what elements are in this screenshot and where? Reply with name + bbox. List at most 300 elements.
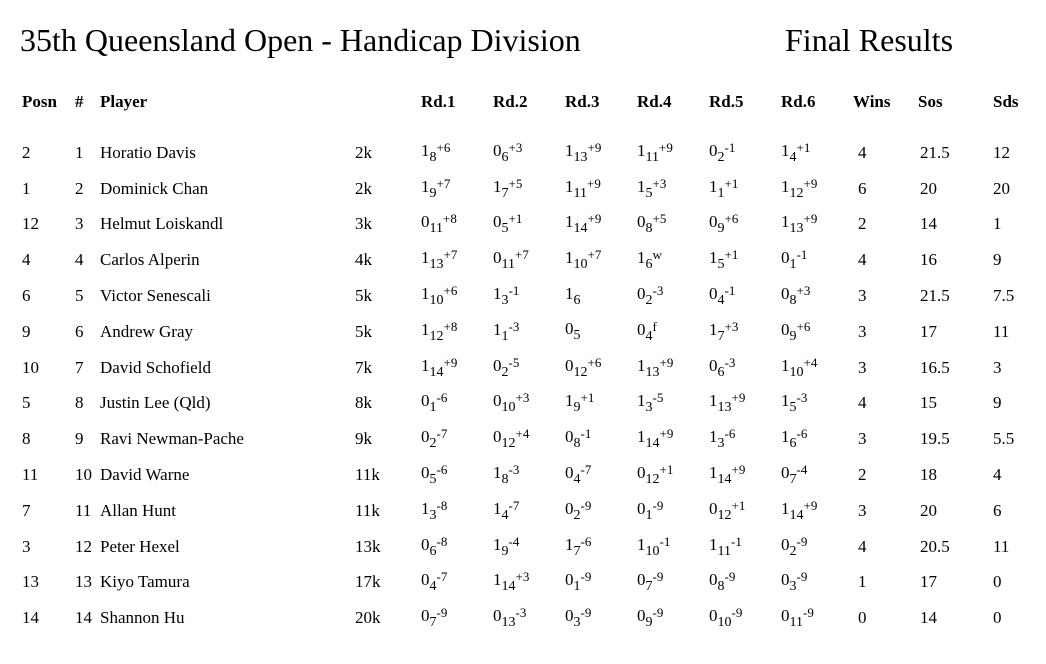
round-result-cell	[781, 176, 853, 202]
round-opponent-number: 13	[573, 149, 588, 165]
round-result-main: 1	[565, 534, 574, 554]
round-handicap-adjustment: +7	[514, 247, 529, 263]
round-handicap-adjustment: +7	[443, 247, 458, 263]
round-result-main: 0	[493, 391, 502, 411]
round-opponent-number: 8	[789, 293, 797, 309]
player-rank-cell: 5k	[355, 321, 372, 341]
round-result-main: 0	[781, 570, 790, 590]
round-handicap-adjustment: +9	[443, 354, 458, 370]
player-number-cell: 9	[75, 429, 84, 449]
round-opponent-number: 10	[429, 293, 444, 309]
round-opponent-number: 9	[573, 400, 581, 416]
round-opponent-number: 5	[501, 221, 509, 237]
round-handicap-adjustment: +3	[652, 175, 667, 191]
round-result-main: 1	[421, 355, 430, 375]
round-result-main: 1	[421, 140, 430, 160]
round-result-cell	[709, 605, 781, 631]
round-result-cell	[709, 247, 781, 273]
table-row	[0, 386, 1046, 422]
round-handicap-adjustment: +1	[724, 175, 739, 191]
round-result-main: 0	[421, 570, 430, 590]
title-bar	[0, 22, 1046, 64]
sds-cell: 7.5	[993, 286, 1015, 306]
position-cell: 4	[22, 250, 31, 270]
round-result-main: 0	[421, 427, 430, 447]
position-cell: 3	[22, 536, 31, 556]
round-handicap-adjustment: -9	[796, 569, 808, 585]
round-opponent-number: 2	[501, 364, 509, 380]
round-result-cell	[493, 426, 565, 452]
round-opponent-number: 6	[717, 364, 725, 380]
round-opponent-number: 14	[429, 364, 444, 380]
round-handicap-adjustment: -3	[515, 605, 527, 621]
round-result-cell	[565, 605, 637, 631]
round-handicap-adjustment: -8	[436, 533, 448, 549]
round-handicap-adjustment: -9	[580, 605, 592, 621]
round-result-main: 1	[709, 427, 718, 447]
round-result-main: 1	[493, 284, 502, 304]
round-opponent-number: 11	[573, 185, 587, 201]
round-opponent-number: 6	[573, 292, 581, 308]
round-result-cell	[493, 247, 565, 273]
table-row	[0, 565, 1046, 601]
player-name-cell: Helmut Loiskandl	[100, 214, 224, 234]
sos-cell: 20	[920, 500, 937, 520]
round-handicap-adjustment: +9	[587, 211, 602, 227]
round-handicap-adjustment: -1	[724, 139, 736, 155]
player-rank-cell: 3k	[355, 214, 372, 234]
round-result-main: 0	[493, 427, 502, 447]
page-title: 35th Queensland Open - Handicap Division	[20, 22, 581, 58]
round-opponent-number: 8	[501, 472, 509, 488]
player-rank-cell: 5k	[355, 286, 372, 306]
round-result-cell	[637, 390, 709, 416]
round-opponent-number: 14	[717, 472, 732, 488]
round-result-main: 0	[565, 427, 574, 447]
round-opponent-number: 13	[789, 221, 804, 237]
round-result-main: 0	[421, 606, 430, 626]
round-handicap-adjustment: +3	[796, 283, 811, 299]
round-handicap-adjustment: +9	[658, 139, 673, 155]
sos-cell: 20.5	[920, 536, 950, 556]
round-result-cell	[781, 247, 853, 273]
round-opponent-number: 8	[717, 579, 725, 595]
round-result-main: 1	[493, 498, 502, 518]
round-handicap-adjustment: +9	[731, 390, 746, 406]
round-handicap-adjustment: -6	[436, 462, 448, 478]
round-result-cell	[709, 140, 781, 166]
round-opponent-number: 4	[717, 293, 725, 309]
round-opponent-number: 7	[429, 615, 437, 631]
player-rank-cell: 4k	[355, 250, 372, 270]
round-result-main: 0	[781, 606, 790, 626]
round-opponent-number: 1	[501, 328, 509, 344]
sds-cell: 4	[993, 465, 1002, 485]
position-cell: 7	[22, 500, 31, 520]
round-result-cell	[421, 319, 493, 345]
sds-cell: 11	[993, 321, 1010, 341]
player-rank-cell: 11k	[355, 465, 380, 485]
round-handicap-adjustment: +3	[515, 569, 530, 585]
round-opponent-number: 12	[573, 364, 588, 380]
round-opponent-number: 3	[429, 507, 437, 523]
round-opponent-number: 11	[717, 543, 731, 559]
round-result-main: 1	[493, 534, 502, 554]
sos-cell: 21.5	[920, 286, 950, 306]
sds-cell: 0	[993, 608, 1002, 628]
round-result-main: 0	[637, 212, 646, 232]
player-name-cell: David Schofield	[100, 357, 211, 377]
round-result-cell	[637, 605, 709, 631]
round-handicap-adjustment: +6	[443, 283, 458, 299]
round-handicap-adjustment: +9	[803, 175, 818, 191]
player-name-cell: Allan Hunt	[100, 500, 177, 520]
round-result-main: 1	[781, 355, 790, 375]
round-result-main: 0	[781, 534, 790, 554]
round-opponent-number: 4	[501, 507, 509, 523]
round-opponent-number: 10	[573, 257, 588, 273]
round-result-main: 0	[493, 140, 502, 160]
round-result-cell	[565, 247, 637, 273]
round-result-cell	[493, 534, 565, 560]
round-handicap-adjustment: +3	[508, 139, 523, 155]
round-opponent-number: 7	[717, 328, 725, 344]
round-result-main: 1	[493, 570, 502, 590]
sds-cell: 9	[993, 393, 1002, 413]
wins-cell: 3	[858, 286, 867, 306]
round-result-cell	[421, 176, 493, 202]
round-result-cell	[781, 426, 853, 452]
player-name-cell: Horatio Davis	[100, 142, 196, 162]
round-result-cell	[565, 176, 637, 202]
column-header-rd4: Rd.4	[637, 92, 672, 111]
round-result-main: 1	[781, 212, 790, 232]
round-handicap-adjustment: -6	[724, 426, 736, 442]
player-name-cell: Kiyo Tamura	[100, 572, 190, 592]
round-result-cell	[493, 140, 565, 166]
sos-cell: 18	[920, 465, 937, 485]
round-result-main: 0	[565, 606, 574, 626]
round-handicap-adjustment: -3	[652, 283, 664, 299]
round-result-main: 0	[637, 463, 646, 483]
round-handicap-adjustment: +8	[442, 211, 457, 227]
round-opponent-number: 5	[717, 257, 725, 273]
round-handicap-adjustment: -9	[436, 605, 448, 621]
round-result-main: 1	[493, 319, 502, 339]
round-result-cell	[421, 605, 493, 631]
table-row	[0, 457, 1046, 493]
round-opponent-number: 8	[429, 149, 437, 165]
round-handicap-adjustment: +3	[515, 390, 530, 406]
column-header-sos: Sos	[918, 92, 943, 111]
round-opponent-number: 4	[573, 472, 581, 488]
round-result-cell	[637, 498, 709, 524]
round-result-main: 1	[565, 176, 574, 196]
table-row	[0, 314, 1046, 350]
round-result-main: 0	[493, 606, 502, 626]
round-result-main: 1	[493, 176, 502, 196]
round-handicap-adjustment: +1	[724, 247, 739, 263]
player-name-cell: Victor Senescali	[100, 286, 211, 306]
round-result-cell	[781, 390, 853, 416]
table-row	[0, 529, 1046, 565]
round-result-main: 0	[565, 319, 574, 339]
round-opponent-number: 13	[429, 257, 444, 273]
round-result-main: 0	[709, 606, 718, 626]
round-handicap-adjustment: +9	[803, 211, 818, 227]
round-handicap-adjustment: +1	[796, 139, 811, 155]
round-result-main: 1	[709, 176, 718, 196]
round-result-cell	[565, 140, 637, 166]
round-result-main: 1	[421, 498, 430, 518]
player-number-cell: 8	[75, 393, 84, 413]
round-result-cell	[493, 569, 565, 595]
round-result-cell	[493, 355, 565, 381]
round-opponent-number: 5	[429, 472, 437, 488]
wins-cell: 1	[858, 572, 867, 592]
wins-cell: 4	[858, 393, 867, 413]
column-header-number: #	[75, 92, 84, 111]
round-opponent-number: 11	[789, 615, 803, 631]
round-opponent-number: 9	[789, 328, 797, 344]
wins-cell: 4	[858, 250, 867, 270]
player-rank-cell: 7k	[355, 357, 372, 377]
round-result-cell	[781, 534, 853, 560]
round-opponent-number: 4	[645, 328, 653, 344]
round-result-main: 0	[637, 319, 646, 339]
table-row	[0, 493, 1046, 529]
player-number-cell: 11	[75, 500, 92, 520]
round-result-cell	[493, 390, 565, 416]
player-name-cell: Ravi Newman-Pache	[100, 429, 244, 449]
round-result-cell	[421, 569, 493, 595]
round-handicap-adjustment: -7	[580, 462, 592, 478]
player-rank-cell: 2k	[355, 178, 372, 198]
round-result-main: 1	[565, 248, 574, 268]
round-opponent-number: 9	[501, 543, 509, 559]
round-result-cell	[637, 283, 709, 309]
sos-cell: 19.5	[920, 429, 950, 449]
round-handicap-adjustment: +1	[580, 390, 595, 406]
round-handicap-adjustment: -9	[724, 569, 736, 585]
player-name-cell: Andrew Gray	[100, 321, 193, 341]
position-cell: 6	[22, 286, 31, 306]
round-opponent-number: 10	[717, 615, 732, 631]
player-name-cell: David Warne	[100, 465, 190, 485]
round-handicap-adjustment: +9	[659, 426, 674, 442]
wins-cell: 2	[858, 214, 867, 234]
results-table	[0, 135, 1046, 636]
round-opponent-number: 13	[717, 400, 732, 416]
round-handicap-adjustment: -6	[796, 426, 808, 442]
round-result-main: 1	[493, 463, 502, 483]
round-opponent-number: 2	[573, 507, 581, 523]
round-result-cell	[565, 390, 637, 416]
round-handicap-adjustment: -1	[580, 426, 592, 442]
round-handicap-adjustment: w	[652, 247, 662, 263]
round-result-cell	[493, 498, 565, 524]
round-result-main: 0	[493, 248, 502, 268]
round-handicap-adjustment: +6	[587, 354, 602, 370]
round-opponent-number: 7	[645, 579, 653, 595]
player-number-cell: 4	[75, 250, 84, 270]
round-result-cell	[637, 140, 709, 166]
round-opponent-number: 1	[573, 579, 581, 595]
player-name-cell: Dominick Chan	[100, 178, 209, 198]
round-result-main: 1	[421, 319, 430, 339]
round-handicap-adjustment: -4	[508, 533, 520, 549]
sds-cell: 1	[993, 214, 1002, 234]
round-result-cell	[781, 355, 853, 381]
round-result-cell	[565, 569, 637, 595]
player-number-cell: 10	[75, 465, 92, 485]
round-handicap-adjustment: +6	[436, 139, 451, 155]
wins-cell: 4	[858, 536, 867, 556]
round-opponent-number: 1	[789, 257, 797, 273]
position-cell: 5	[22, 393, 31, 413]
round-opponent-number: 12	[717, 507, 732, 523]
column-header-wins: Wins	[853, 92, 891, 111]
round-handicap-adjustment: +1	[731, 497, 746, 513]
round-result-main: 1	[421, 176, 430, 196]
round-result-main: 0	[421, 534, 430, 554]
player-number-cell: 5	[75, 286, 84, 306]
round-result-cell	[781, 319, 853, 345]
column-header-rd6: Rd.6	[781, 92, 816, 111]
position-cell: 13	[22, 572, 39, 592]
player-name-cell: Shannon Hu	[100, 608, 185, 628]
table-row	[0, 171, 1046, 207]
round-result-main: 1	[637, 391, 646, 411]
round-result-main: 1	[637, 248, 646, 268]
sos-cell: 17	[920, 572, 937, 592]
round-opponent-number: 2	[717, 149, 725, 165]
round-handicap-adjustment: +9	[803, 497, 818, 513]
round-result-cell	[637, 211, 709, 237]
round-result-main: 0	[781, 284, 790, 304]
table-row	[0, 207, 1046, 243]
round-handicap-adjustment: +4	[803, 354, 818, 370]
round-opponent-number: 8	[573, 436, 581, 452]
column-header-rd1: Rd.1	[421, 92, 456, 111]
column-header-rd3: Rd.3	[565, 92, 600, 111]
column-header-sds: Sds	[993, 92, 1019, 111]
round-opponent-number: 8	[645, 221, 653, 237]
round-result-cell	[709, 283, 781, 309]
round-result-cell	[709, 355, 781, 381]
position-cell: 14	[22, 608, 39, 628]
wins-cell: 6	[858, 178, 867, 198]
round-opponent-number: 5	[789, 400, 797, 416]
final-results-label: Final Results	[785, 22, 954, 58]
sos-cell: 17	[920, 321, 937, 341]
round-handicap-adjustment: -9	[580, 569, 592, 585]
round-handicap-adjustment: +3	[724, 318, 739, 334]
round-opponent-number: 2	[645, 293, 653, 309]
table-row	[0, 135, 1046, 171]
round-opponent-number: 14	[501, 579, 516, 595]
round-handicap-adjustment: -9	[652, 605, 664, 621]
round-handicap-adjustment: -9	[731, 605, 743, 621]
round-opponent-number: 9	[429, 185, 437, 201]
round-opponent-number: 3	[501, 293, 509, 309]
round-result-main: 1	[781, 498, 790, 518]
round-result-cell	[565, 355, 637, 381]
round-result-cell	[565, 498, 637, 524]
round-result-main: 1	[709, 463, 718, 483]
round-opponent-number: 5	[573, 328, 581, 344]
column-header-posn: Posn	[22, 92, 57, 111]
round-result-main: 0	[565, 570, 574, 590]
round-result-main: 0	[637, 570, 646, 590]
round-result-cell	[421, 426, 493, 452]
round-result-cell	[781, 140, 853, 166]
round-result-main: 0	[493, 355, 502, 375]
player-number-cell: 7	[75, 357, 84, 377]
round-handicap-adjustment: -9	[652, 497, 664, 513]
round-result-main: 1	[781, 176, 790, 196]
round-result-main: 0	[781, 463, 790, 483]
round-opponent-number: 3	[789, 579, 797, 595]
round-handicap-adjustment: +7	[587, 247, 602, 263]
round-result-main: 1	[637, 140, 646, 160]
position-cell: 10	[22, 357, 39, 377]
round-handicap-adjustment: -7	[436, 426, 448, 442]
round-result-cell	[637, 426, 709, 452]
round-result-main: 1	[709, 248, 718, 268]
round-result-main: 1	[565, 391, 574, 411]
position-cell: 8	[22, 429, 31, 449]
round-result-cell	[493, 605, 565, 631]
round-result-cell	[709, 211, 781, 237]
round-result-main: 1	[637, 355, 646, 375]
player-rank-cell: 9k	[355, 429, 372, 449]
round-result-main: 1	[781, 140, 790, 160]
table-header-row	[0, 92, 1046, 112]
round-opponent-number: 12	[429, 328, 444, 344]
round-result-main: 1	[565, 140, 574, 160]
round-handicap-adjustment: -1	[724, 283, 736, 299]
round-opponent-number: 2	[429, 436, 437, 452]
sds-cell: 5.5	[993, 429, 1015, 449]
sos-cell: 14	[920, 608, 937, 628]
round-handicap-adjustment: +5	[508, 175, 523, 191]
round-opponent-number: 1	[717, 185, 725, 201]
round-result-main: 0	[781, 319, 790, 339]
table-row	[0, 600, 1046, 636]
round-opponent-number: 7	[573, 543, 581, 559]
round-opponent-number: 6	[429, 543, 437, 559]
wins-cell: 0	[858, 608, 867, 628]
player-number-cell: 2	[75, 178, 84, 198]
round-result-main: 0	[565, 498, 574, 518]
round-opponent-number: 10	[645, 543, 660, 559]
round-result-cell	[493, 319, 565, 345]
round-opponent-number: 7	[501, 185, 509, 201]
round-opponent-number: 3	[645, 400, 653, 416]
round-handicap-adjustment: f	[652, 318, 657, 334]
player-number-cell: 6	[75, 321, 84, 341]
round-result-cell	[421, 247, 493, 273]
player-rank-cell: 2k	[355, 142, 372, 162]
round-opponent-number: 7	[789, 472, 797, 488]
round-result-cell	[565, 211, 637, 237]
round-result-main: 0	[709, 570, 718, 590]
column-header-rank	[355, 92, 421, 112]
round-result-cell	[637, 534, 709, 560]
round-result-main: 1	[709, 391, 718, 411]
round-handicap-adjustment: -5	[508, 354, 520, 370]
